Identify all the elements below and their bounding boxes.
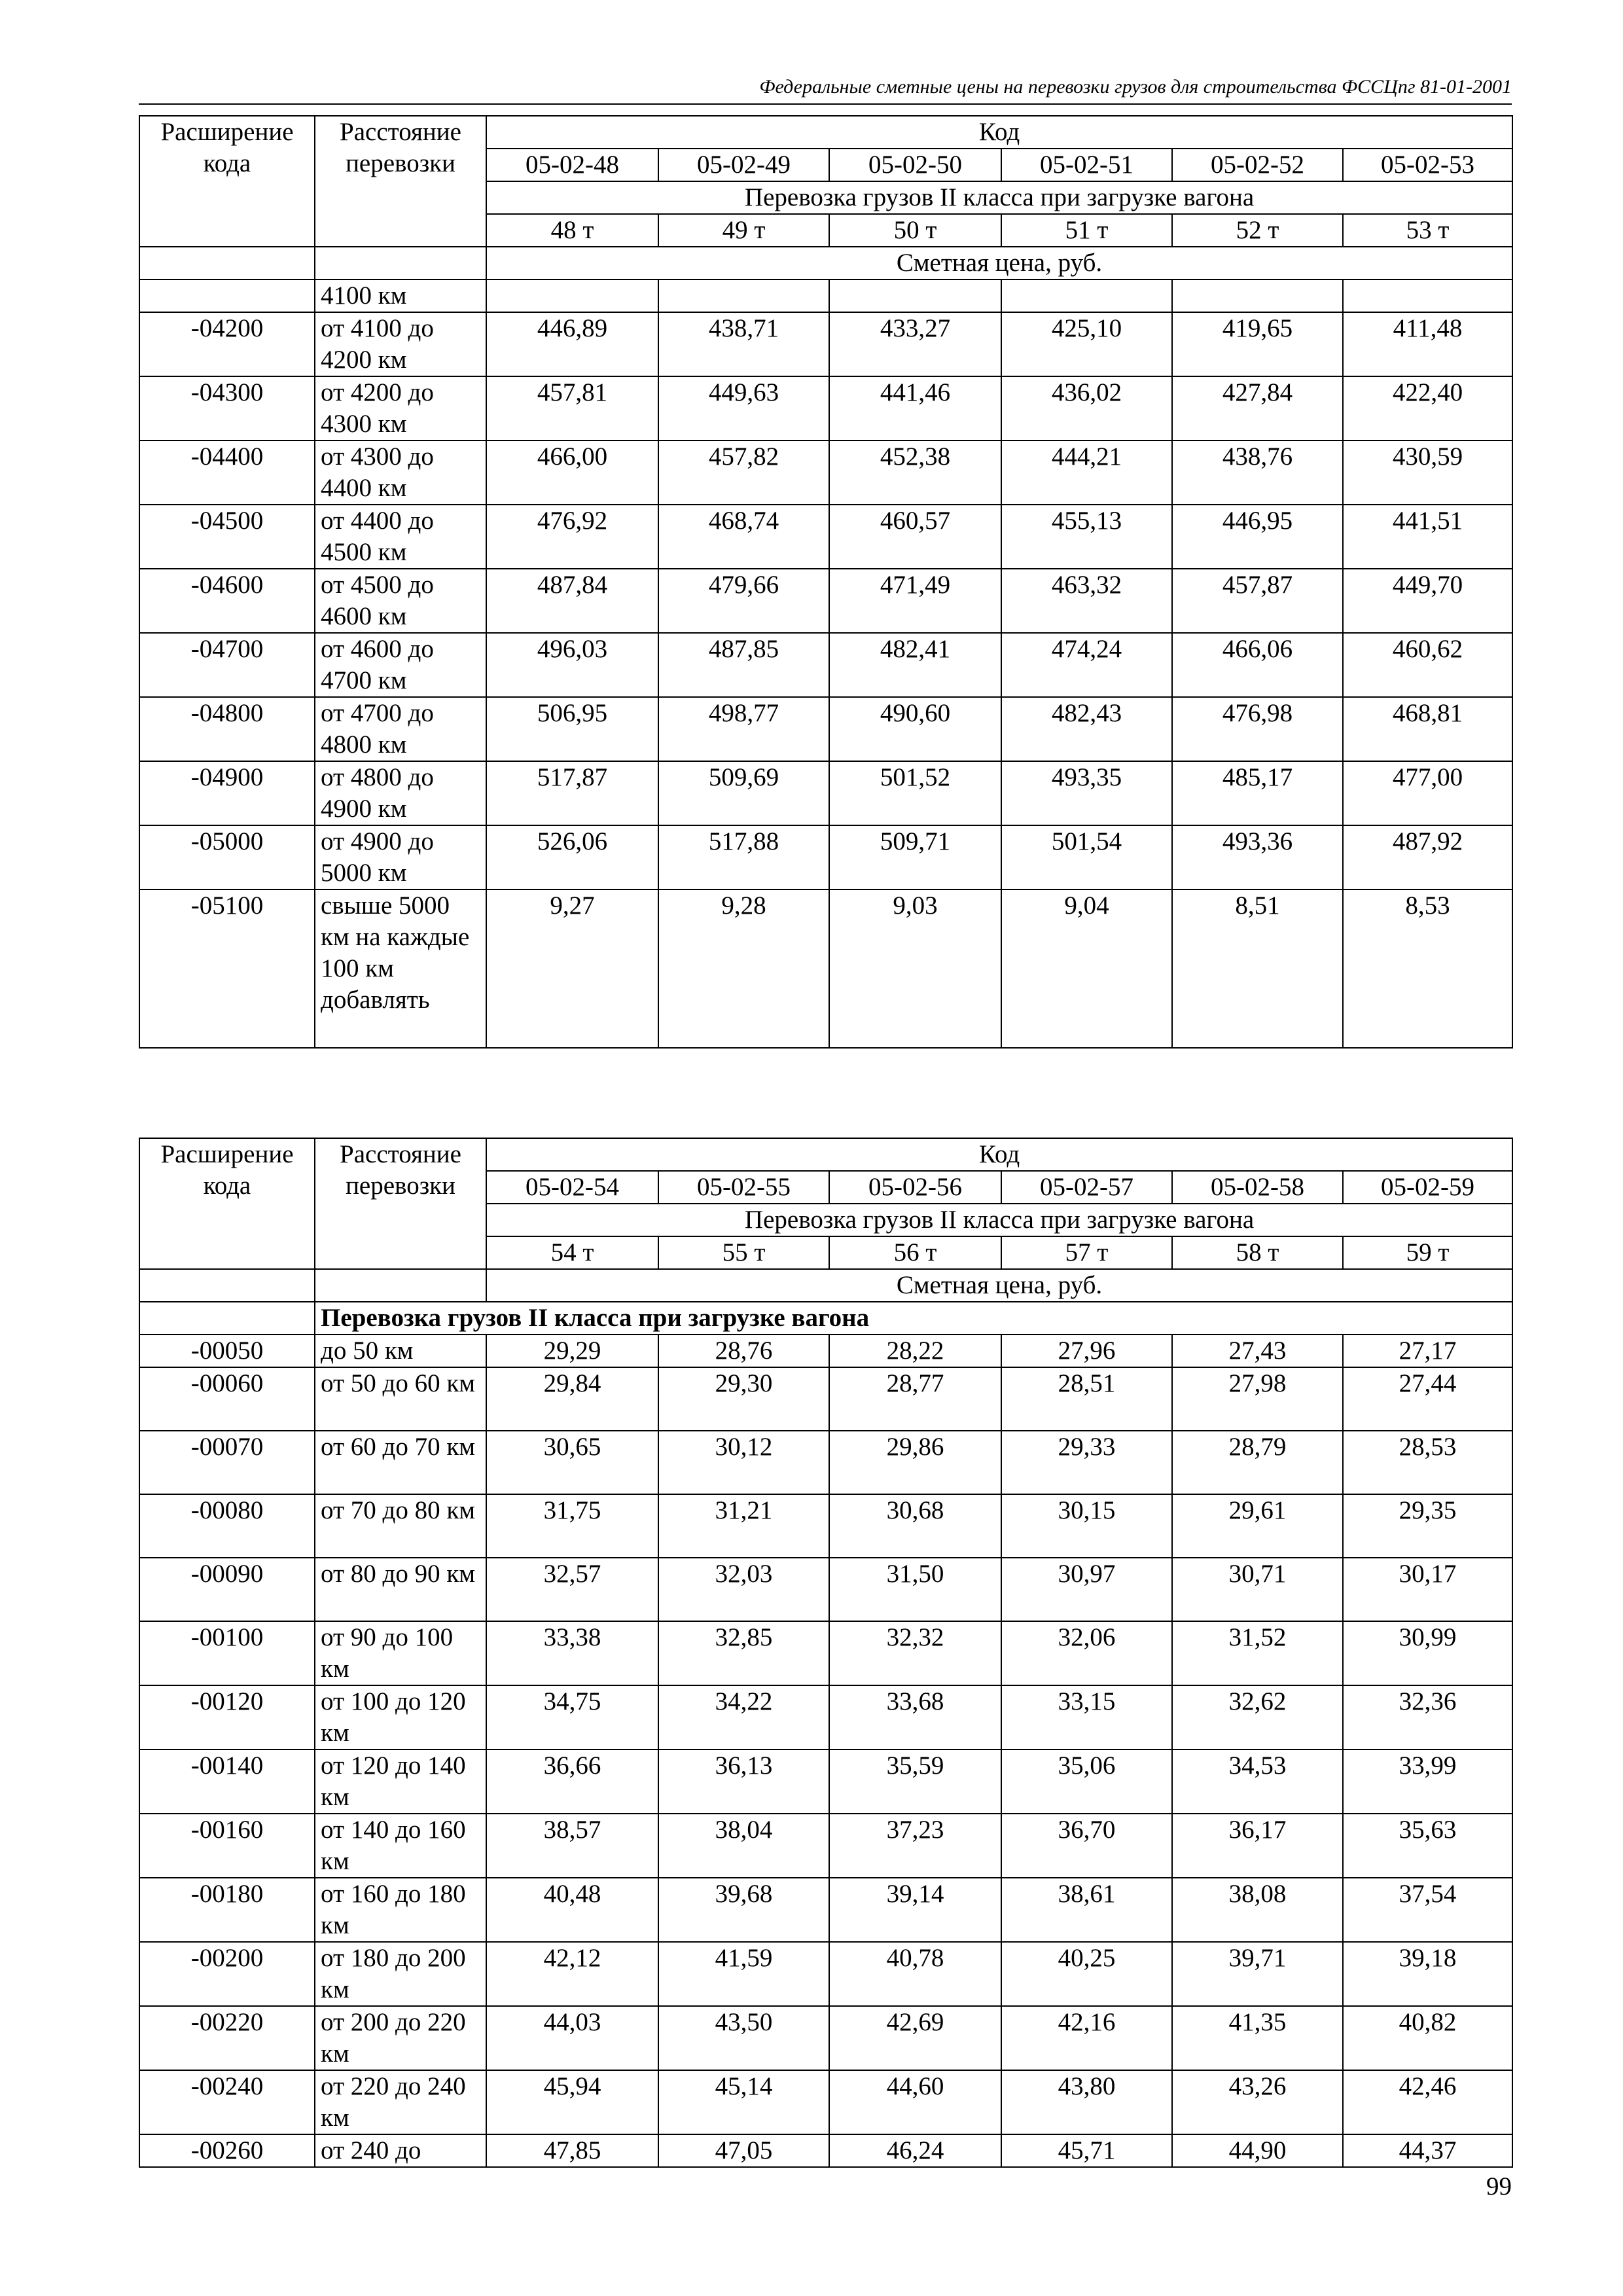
price-cell: 40,25: [1001, 1942, 1172, 2006]
price-cell: 438,76: [1172, 440, 1343, 505]
price-cell: 39,14: [829, 1878, 1001, 1942]
price-cell: 37,54: [1343, 1878, 1512, 1942]
price-cell: 36,66: [486, 1749, 658, 1814]
price-cell: 449,70: [1343, 569, 1512, 633]
empty-cell: [1001, 279, 1172, 312]
price-cell: 35,06: [1001, 1749, 1172, 1814]
empty-cell: [1172, 279, 1343, 312]
load-cell: 57 т: [1001, 1236, 1172, 1269]
extension-code-cell: -00140: [139, 1749, 315, 1814]
price-cell: 506,95: [486, 697, 658, 761]
price-cell: 482,43: [1001, 697, 1172, 761]
price-cell: 476,98: [1172, 697, 1343, 761]
price-cell: 457,82: [658, 440, 829, 505]
price-cell: 27,96: [1001, 1335, 1172, 1367]
distance-cell: от 220 до 240 км: [315, 2070, 486, 2134]
price-cell: 32,06: [1001, 1621, 1172, 1685]
price-label: Сметная цена, руб.: [486, 247, 1512, 279]
extension-code-cell: -04600: [139, 569, 315, 633]
load-cell: 54 т: [486, 1236, 658, 1269]
distance-cell: от 4200 до 4300 км: [315, 376, 486, 440]
code-cell: 05-02-54: [486, 1171, 658, 1204]
table-row: [139, 1942, 1512, 2006]
price-cell: 433,27: [829, 312, 1001, 376]
load-cell: 50 т: [829, 214, 1001, 247]
table-row: [139, 2006, 1512, 2070]
price-cell: 27,98: [1172, 1367, 1343, 1431]
distance-cell: от 4500 до 4600 км: [315, 569, 486, 633]
price-cell: 446,89: [486, 312, 658, 376]
price-cell: 509,69: [658, 761, 829, 825]
extension-code-cell: -04200: [139, 312, 315, 376]
empty-cell: [486, 279, 658, 312]
price-cell: 45,71: [1001, 2134, 1172, 2167]
distance-cell: от 4600 до 4700 км: [315, 633, 486, 697]
extension-code-cell: -00060: [139, 1367, 315, 1431]
price-cell: 27,17: [1343, 1335, 1512, 1367]
price-cell: 9,28: [658, 889, 829, 1048]
distance-cell: от 90 до 100 км: [315, 1621, 486, 1685]
price-cell: 40,78: [829, 1942, 1001, 2006]
col-header-code: Код: [486, 116, 1512, 149]
load-cell: 51 т: [1001, 214, 1172, 247]
price-cell: 471,49: [829, 569, 1001, 633]
price-cell: 444,21: [1001, 440, 1172, 505]
extension-code-cell: -04800: [139, 697, 315, 761]
price-cell: 38,08: [1172, 1878, 1343, 1942]
table-row: [139, 761, 1512, 825]
table-row: [139, 1621, 1512, 1685]
price-cell: 47,05: [658, 2134, 829, 2167]
load-cell: 55 т: [658, 1236, 829, 1269]
price-cell: 36,70: [1001, 1814, 1172, 1878]
price-cell: 9,27: [486, 889, 658, 1048]
extension-code-cell: -00180: [139, 1878, 315, 1942]
price-cell: 411,48: [1343, 312, 1512, 376]
extension-code-cell: -04700: [139, 633, 315, 697]
price-cell: 422,40: [1343, 376, 1512, 440]
price-cell: 31,21: [658, 1494, 829, 1558]
price-cell: 474,24: [1001, 633, 1172, 697]
table-row: [139, 889, 1512, 1048]
empty-cell: [139, 247, 315, 279]
price-cell: 455,13: [1001, 505, 1172, 569]
table-row: [139, 312, 1512, 376]
price-cell: 32,03: [658, 1558, 829, 1621]
price-cell: 40,82: [1343, 2006, 1512, 2070]
price-cell: 490,60: [829, 697, 1001, 761]
price-cell: 29,30: [658, 1367, 829, 1431]
price-cell: 9,04: [1001, 889, 1172, 1048]
price-cell: 29,61: [1172, 1494, 1343, 1558]
price-cell: 32,36: [1343, 1685, 1512, 1749]
table-row: [139, 1558, 1512, 1621]
price-cell: 460,57: [829, 505, 1001, 569]
price-cell: 34,22: [658, 1685, 829, 1749]
price-table-1: [139, 115, 1513, 1049]
price-cell: 493,35: [1001, 761, 1172, 825]
price-cell: 45,14: [658, 2070, 829, 2134]
table-row: [139, 697, 1512, 761]
distance-cell: от 4300 до 4400 км: [315, 440, 486, 505]
cargo-class-header: Перевозка грузов II класса при загрузке вагона: [486, 1204, 1512, 1236]
price-cell: 42,12: [486, 1942, 658, 2006]
price-cell: 30,97: [1001, 1558, 1172, 1621]
extension-code-cell: -00160: [139, 1814, 315, 1878]
load-cell: 59 т: [1343, 1236, 1512, 1269]
price-cell: 29,86: [829, 1431, 1001, 1494]
price-cell: 38,57: [486, 1814, 658, 1878]
price-cell: 38,04: [658, 1814, 829, 1878]
code-cell: 05-02-51: [1001, 149, 1172, 181]
code-cell: 05-02-56: [829, 1171, 1001, 1204]
price-cell: 39,68: [658, 1878, 829, 1942]
price-cell: 32,62: [1172, 1685, 1343, 1749]
price-cell: 427,84: [1172, 376, 1343, 440]
price-cell: 36,17: [1172, 1814, 1343, 1878]
price-cell: 29,29: [486, 1335, 658, 1367]
empty-cell: [139, 279, 315, 312]
price-cell: 436,02: [1001, 376, 1172, 440]
price-cell: 39,18: [1343, 1942, 1512, 2006]
code-cell: 05-02-48: [486, 149, 658, 181]
price-cell: 452,38: [829, 440, 1001, 505]
load-cell: 52 т: [1172, 214, 1343, 247]
table-row: [139, 1814, 1512, 1878]
price-cell: 41,35: [1172, 2006, 1343, 2070]
extension-code-cell: -00200: [139, 1942, 315, 2006]
price-cell: 28,53: [1343, 1431, 1512, 1494]
table-row: [139, 1431, 1512, 1494]
distance-cell: от 70 до 80 км: [315, 1494, 486, 1558]
distance-cell: от 4900 до 5000 км: [315, 825, 486, 889]
distance-cell: от 240 до: [315, 2134, 486, 2167]
price-cell: 40,48: [486, 1878, 658, 1942]
table-row: [139, 2134, 1512, 2167]
extension-code-cell: -00120: [139, 1685, 315, 1749]
load-cell: 56 т: [829, 1236, 1001, 1269]
page-number: 99: [1486, 2172, 1512, 2200]
price-cell: 460,62: [1343, 633, 1512, 697]
price-cell: 517,87: [486, 761, 658, 825]
price-cell: 30,15: [1001, 1494, 1172, 1558]
price-cell: 449,63: [658, 376, 829, 440]
price-cell: 477,00: [1343, 761, 1512, 825]
price-cell: 430,59: [1343, 440, 1512, 505]
col-header-extension: Расширение кода: [139, 1138, 315, 1269]
price-cell: 28,51: [1001, 1367, 1172, 1431]
price-cell: 29,35: [1343, 1494, 1512, 1558]
price-cell: 457,87: [1172, 569, 1343, 633]
distance-cell: от 100 до 120 км: [315, 1685, 486, 1749]
distance-cell: от 140 до 160 км: [315, 1814, 486, 1878]
price-cell: 28,77: [829, 1367, 1001, 1431]
price-cell: 30,71: [1172, 1558, 1343, 1621]
price-cell: 27,44: [1343, 1367, 1512, 1431]
distance-cell: от 4800 до 4900 км: [315, 761, 486, 825]
table-row: [139, 633, 1512, 697]
empty-cell: [1343, 279, 1512, 312]
price-cell: 517,88: [658, 825, 829, 889]
extension-code-cell: -00090: [139, 1558, 315, 1621]
price-cell: 476,92: [486, 505, 658, 569]
distance-cell: от 200 до 220 км: [315, 2006, 486, 2070]
extension-code-cell: -00100: [139, 1621, 315, 1685]
col-header-distance: Расстояние перевозки: [315, 1138, 486, 1269]
table-row: [139, 2070, 1512, 2134]
extension-code-cell: -00080: [139, 1494, 315, 1558]
table-row: [139, 569, 1512, 633]
col-header-distance: Расстояние перевозки: [315, 116, 486, 247]
price-cell: 28,79: [1172, 1431, 1343, 1494]
col-header-extension: Расширение кода: [139, 116, 315, 247]
code-cell: 05-02-59: [1343, 1171, 1512, 1204]
price-cell: 501,52: [829, 761, 1001, 825]
price-cell: 441,46: [829, 376, 1001, 440]
price-cell: 33,38: [486, 1621, 658, 1685]
price-cell: 28,76: [658, 1335, 829, 1367]
table1-body: [139, 312, 1512, 1048]
price-cell: 35,63: [1343, 1814, 1512, 1878]
code-cell: 05-02-58: [1172, 1171, 1343, 1204]
price-cell: 487,92: [1343, 825, 1512, 889]
price-cell: 30,17: [1343, 1558, 1512, 1621]
price-cell: 45,94: [486, 2070, 658, 2134]
extension-code-cell: -00220: [139, 2006, 315, 2070]
price-cell: 468,81: [1343, 697, 1512, 761]
price-cell: 28,22: [829, 1335, 1001, 1367]
col-header-code: Код: [486, 1138, 1512, 1171]
price-cell: 482,41: [829, 633, 1001, 697]
price-cell: 30,12: [658, 1431, 829, 1494]
price-cell: 43,80: [1001, 2070, 1172, 2134]
price-cell: 30,68: [829, 1494, 1001, 1558]
extension-code-cell: -00240: [139, 2070, 315, 2134]
extension-code-cell: -04400: [139, 440, 315, 505]
table-row: [139, 1749, 1512, 1814]
price-cell: 438,71: [658, 312, 829, 376]
distance-cell: от 50 до 60 км: [315, 1367, 486, 1431]
extension-code-cell: -00050: [139, 1335, 315, 1367]
price-cell: 39,71: [1172, 1942, 1343, 2006]
continuation-cell: 4100 км: [315, 279, 486, 312]
distance-cell: от 160 до 180 км: [315, 1878, 486, 1942]
price-cell: 32,57: [486, 1558, 658, 1621]
empty-cell: [139, 1302, 315, 1335]
table-row: [139, 1367, 1512, 1431]
table-row: [139, 1685, 1512, 1749]
distance-cell: свыше 5000 км на каждые 100 км добавлять: [315, 889, 486, 1048]
extension-code-cell: -00070: [139, 1431, 315, 1494]
price-cell: 41,59: [658, 1942, 829, 2006]
code-cell: 05-02-49: [658, 149, 829, 181]
price-cell: 496,03: [486, 633, 658, 697]
price-cell: 46,24: [829, 2134, 1001, 2167]
table-row: [139, 825, 1512, 889]
price-table-2: [139, 1138, 1513, 2168]
price-cell: 31,52: [1172, 1621, 1343, 1685]
empty-cell: [658, 279, 829, 312]
price-cell: 425,10: [1001, 312, 1172, 376]
running-header: Федеральные сметные цены на перевозки грузов для строительства ФССЦпг 81-01-2001: [139, 71, 1512, 105]
price-cell: 44,03: [486, 2006, 658, 2070]
distance-cell: от 60 до 70 км: [315, 1431, 486, 1494]
price-cell: 468,74: [658, 505, 829, 569]
price-cell: 43,50: [658, 2006, 829, 2070]
price-cell: 457,81: [486, 376, 658, 440]
table-row: [139, 376, 1512, 440]
price-label: Сметная цена, руб.: [486, 1269, 1512, 1302]
cargo-class-header: Перевозка грузов II класса при загрузке вагона: [486, 181, 1512, 214]
price-cell: 446,95: [1172, 505, 1343, 569]
price-cell: 479,66: [658, 569, 829, 633]
distance-cell: от 4400 до 4500 км: [315, 505, 486, 569]
distance-cell: от 180 до 200 км: [315, 1942, 486, 2006]
code-cell: 05-02-55: [658, 1171, 829, 1204]
code-cell: 05-02-57: [1001, 1171, 1172, 1204]
price-cell: 32,32: [829, 1621, 1001, 1685]
price-cell: 441,51: [1343, 505, 1512, 569]
table-row: [139, 440, 1512, 505]
price-cell: 35,59: [829, 1749, 1001, 1814]
section-title: Перевозка грузов II класса при загрузке вагона: [315, 1302, 1512, 1335]
price-cell: 466,06: [1172, 633, 1343, 697]
price-cell: 38,61: [1001, 1878, 1172, 1942]
extension-code-cell: -04500: [139, 505, 315, 569]
price-cell: 36,13: [658, 1749, 829, 1814]
price-cell: 485,17: [1172, 761, 1343, 825]
price-cell: 43,26: [1172, 2070, 1343, 2134]
price-cell: 498,77: [658, 697, 829, 761]
load-cell: 48 т: [486, 214, 658, 247]
price-cell: 29,33: [1001, 1431, 1172, 1494]
price-cell: 42,46: [1343, 2070, 1512, 2134]
price-cell: 29,84: [486, 1367, 658, 1431]
price-cell: 501,54: [1001, 825, 1172, 889]
table-row: [139, 1494, 1512, 1558]
code-cell: 05-02-50: [829, 149, 1001, 181]
price-cell: 42,16: [1001, 2006, 1172, 2070]
load-cell: 53 т: [1343, 214, 1512, 247]
distance-cell: от 4100 до 4200 км: [315, 312, 486, 376]
table-row: [139, 1335, 1512, 1367]
distance-cell: до 50 км: [315, 1335, 486, 1367]
price-cell: 33,99: [1343, 1749, 1512, 1814]
price-cell: 526,06: [486, 825, 658, 889]
price-cell: 44,90: [1172, 2134, 1343, 2167]
empty-cell: [315, 1269, 486, 1302]
price-cell: 466,00: [486, 440, 658, 505]
price-cell: 463,32: [1001, 569, 1172, 633]
load-cell: 58 т: [1172, 1236, 1343, 1269]
price-cell: 32,85: [658, 1621, 829, 1685]
price-cell: 33,68: [829, 1685, 1001, 1749]
load-cell: 49 т: [658, 214, 829, 247]
price-cell: 30,99: [1343, 1621, 1512, 1685]
price-cell: 37,23: [829, 1814, 1001, 1878]
price-cell: 44,60: [829, 2070, 1001, 2134]
price-cell: 487,85: [658, 633, 829, 697]
price-cell: 27,43: [1172, 1335, 1343, 1367]
price-cell: 30,65: [486, 1431, 658, 1494]
price-cell: 44,37: [1343, 2134, 1512, 2167]
price-cell: 42,69: [829, 2006, 1001, 2070]
empty-cell: [829, 279, 1001, 312]
extension-code-cell: -05000: [139, 825, 315, 889]
price-cell: 31,50: [829, 1558, 1001, 1621]
table2-body: [139, 1335, 1512, 2167]
price-cell: 31,75: [486, 1494, 658, 1558]
price-cell: 9,03: [829, 889, 1001, 1048]
extension-code-cell: -05100: [139, 889, 315, 1048]
price-cell: 487,84: [486, 569, 658, 633]
price-cell: 47,85: [486, 2134, 658, 2167]
price-cell: 8,53: [1343, 889, 1512, 1048]
extension-code-cell: -04300: [139, 376, 315, 440]
distance-cell: от 80 до 90 км: [315, 1558, 486, 1621]
price-cell: 419,65: [1172, 312, 1343, 376]
distance-cell: от 4700 до 4800 км: [315, 697, 486, 761]
price-cell: 34,75: [486, 1685, 658, 1749]
price-cell: 509,71: [829, 825, 1001, 889]
table-row: [139, 505, 1512, 569]
table-row: [139, 1878, 1512, 1942]
empty-cell: [139, 1269, 315, 1302]
empty-cell: [315, 247, 486, 279]
price-cell: 34,53: [1172, 1749, 1343, 1814]
price-cell: 493,36: [1172, 825, 1343, 889]
code-cell: 05-02-52: [1172, 149, 1343, 181]
price-cell: 8,51: [1172, 889, 1343, 1048]
extension-code-cell: -04900: [139, 761, 315, 825]
price-cell: 33,15: [1001, 1685, 1172, 1749]
distance-cell: от 120 до 140 км: [315, 1749, 486, 1814]
extension-code-cell: -00260: [139, 2134, 315, 2167]
code-cell: 05-02-53: [1343, 149, 1512, 181]
